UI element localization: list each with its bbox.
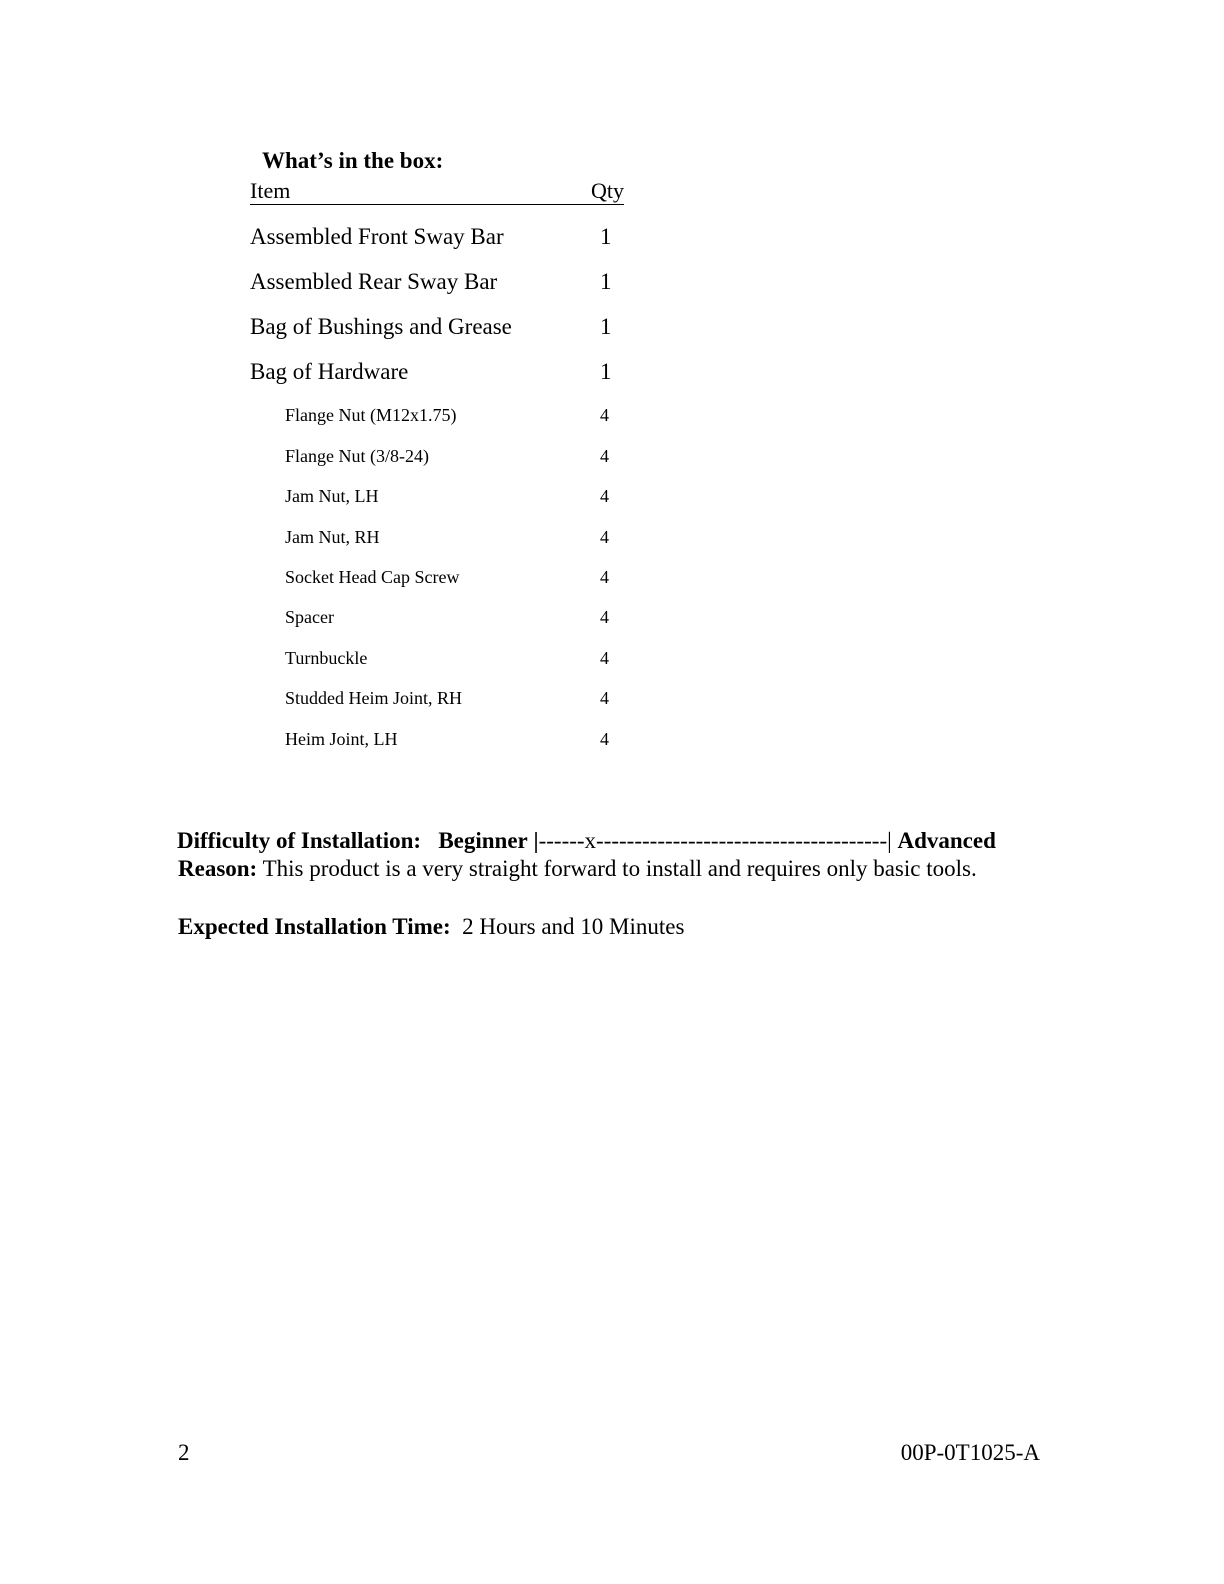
item-name: Bag of Hardware [250,359,409,384]
document-code: 00P-0T1025-A [900,1440,1040,1465]
item-qty: 4 [600,648,609,668]
item-qty: 4 [600,446,609,466]
reason-line [178,855,977,883]
page-number: 2 [178,1440,190,1465]
item-qty: 4 [600,527,609,547]
contents-table-header [250,177,624,205]
install-time-value: 2 Hours and 10 Minutes [462,914,685,939]
item-qty: 1 [600,269,612,294]
item-name: Assembled Front Sway Bar [250,224,504,249]
difficulty-high: Advanced [897,828,996,853]
difficulty-label: Difficulty of Installation: [177,828,422,853]
item-qty: 4 [600,405,609,425]
item-name: Socket Head Cap Screw [285,567,460,587]
item-name: Flange Nut (3/8-24) [285,446,429,466]
difficulty-scale: ------x-------------------------------------- [538,828,888,853]
difficulty-scale-end: | [887,828,892,853]
install-time-label: Expected Installation Time: [178,914,451,939]
item-qty: 1 [600,224,612,249]
item-name: Jam Nut, RH [285,527,380,547]
item-name: Bag of Bushings and Grease [250,314,512,339]
item-name: Spacer [285,607,334,627]
header-item: Item [250,178,291,203]
item-qty: 1 [600,314,612,339]
item-name: Flange Nut (M12x1.75) [285,405,457,425]
item-qty: 4 [600,688,609,708]
item-qty: 4 [600,567,609,587]
item-name: Heim Joint, LH [285,729,398,749]
item-name: Turnbuckle [285,648,368,668]
item-name: Jam Nut, LH [285,486,379,506]
item-name: Studded Heim Joint, RH [285,688,463,708]
difficulty-scale-start: | [533,828,539,853]
item-qty: 1 [600,359,612,384]
header-qty: Qty [591,178,624,203]
difficulty-low: Beginner [438,828,528,853]
box-contents-title: What’s in the box: [262,148,444,173]
reason-label: Reason: [178,856,258,881]
item-qty: 4 [600,486,609,506]
reason-text: This product is a very straight forward to install and requires only basic tools. [262,856,977,881]
install-time-line [178,913,684,941]
item-qty: 4 [600,607,609,627]
item-name: Assembled Rear Sway Bar [250,269,498,294]
difficulty-line [177,827,996,855]
item-qty: 4 [600,729,609,749]
